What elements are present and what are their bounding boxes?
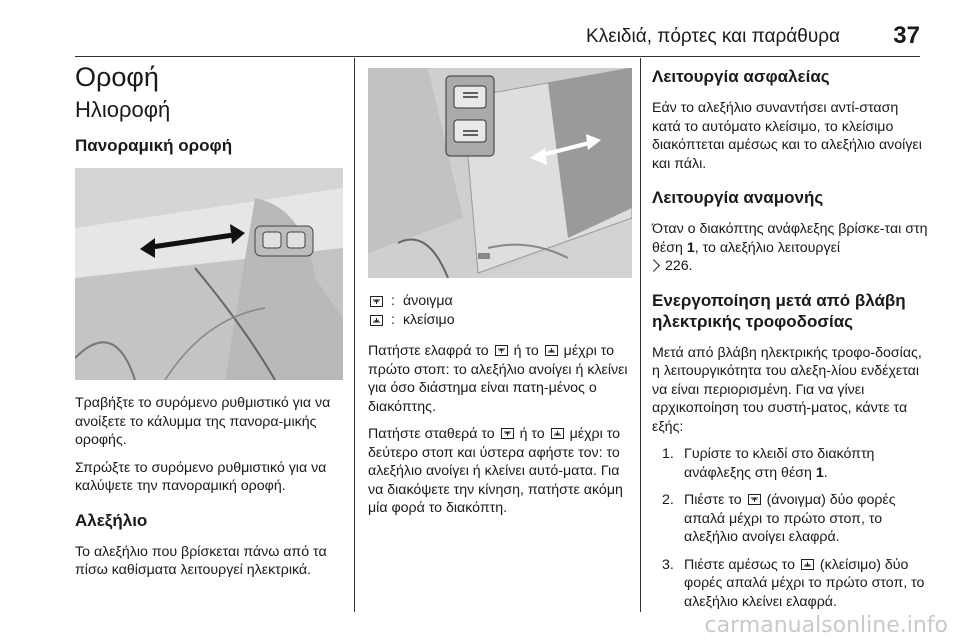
panoramic-roof-illustration [75, 168, 343, 380]
panoramic-roof-heading: Πανοραμική οροφή [75, 136, 233, 155]
legend-close: : κλείσιμο [368, 311, 632, 330]
column-1 [75, 58, 343, 589]
column-2 [368, 58, 632, 527]
standby-function-heading: Λειτουργία αναμονής [652, 188, 824, 207]
sunshade-open-icon [748, 494, 761, 505]
header-title: Κλειδιά, πόρτες και παράθυρα [586, 26, 840, 47]
power-failure-heading: Ενεργοποίηση μετά από βλάβη ηλεκτρικής τροφοδοσίας [652, 290, 906, 331]
page-reference-link[interactable]: 226. [665, 258, 693, 274]
sunshade-close-icon [370, 315, 383, 326]
pull-instruction: Τραβήξτε το συρόμενο ρυθμιστικό για να ανοίξετε το κάλυμμα της πανορα-μικής οροφής. [75, 395, 331, 448]
sunshade-heading: Αλεξήλιο [75, 510, 148, 530]
list-item: 2. Πιέστε το (άνοιγμα) δύο φορές απαλά μέχρι το πρώτο στοπ, το αλεξήλιο ανοίγει ελαφρά. [662, 492, 896, 545]
watermark: carmanualsonline.info [704, 613, 948, 638]
sunshade-close-icon [801, 559, 814, 570]
sunshade-open-icon [370, 296, 383, 307]
power-failure-text: Μετά από βλάβη ηλεκτρικής τροφο-δοσίας, η λειτουργικότητα του αλεξη-λίου ενδέχεται να είναι περιορισμένη. Για να γίνει αρχικοποίηση του συστή-ματος, κάντε τα εξής: [652, 344, 922, 435]
page-header [75, 22, 920, 57]
section-title: Οροφή [75, 62, 159, 92]
firm-press-instruction: Πατήστε σταθερά το ή το μέχρι το δεύτερο στοπ και ύστερα αφήστε τον: το αλεξήλιο ανοίγει ή κλείνει αυτό-ματα. Για να διακόψετε την κίνηση, πατήστε ακόμη μία φορά το διακόπτη. [368, 426, 623, 516]
sunshade-close-icon [551, 428, 564, 439]
standby-function-text: Όταν ο διακόπτης ανάφλεξης βρίσκε-ται στη θέση 1, το αλεξήλιο λειτουργεί 226. [652, 220, 930, 276]
legend-close-label: κλείσιμο [402, 312, 455, 328]
safety-function-heading: Λειτουργία ασφαλείας [652, 67, 830, 86]
page-number: 37 [893, 22, 920, 49]
sunshade-description: Το αλεξήλιο που βρίσκεται πάνω από τα πίσω καθίσματα λειτουργεί ηλεκτρικά. [75, 543, 327, 578]
column-divider-1 [354, 58, 355, 612]
sunshade-switch-illustration [368, 68, 632, 278]
sunshade-close-icon [545, 345, 558, 356]
init-steps-list [652, 445, 930, 611]
sunshade-open-icon [501, 428, 514, 439]
subsection-title: Ηλιοροφή [75, 97, 171, 122]
sunshade-open-icon [495, 345, 508, 356]
list-item: 1. Γυρίστε το κλειδί στο διακόπτη ανάφλεξης στη θέση 1. [662, 446, 875, 481]
push-instruction: Σπρώξτε το συρόμενο ρυθμιστικό για να καλύψετε την πανοραμική οροφή. [75, 459, 327, 494]
column-3 [652, 58, 930, 620]
column-divider-2 [640, 58, 641, 612]
list-item: 3. Πιέστε αμέσως το (κλείσιμο) δύο φορές απαλά μέχρι το πρώτο στοπ, το αλεξήλιο κλείνει ελαφρά. [662, 556, 925, 610]
legend-open: : άνοιγμα [368, 292, 632, 311]
page-reference-icon [647, 259, 660, 272]
legend-open-label: άνοιγμα [402, 293, 453, 309]
safety-function-text: Εάν το αλεξήλιο συναντήσει αντί-σταση κατά το αυτόματο κλείσιμο, το κλείσιμο διακόπτεται αμέσως και το αλεξήλιο ανοίγει και πάλι. [652, 100, 922, 172]
light-press-instruction: Πατήστε ελαφρά το ή το μέχρι το πρώτο στοπ: το αλεξήλιο ανοίγει ή κλείνει για όσο διάστημα είναι πατη-μένος ο διακόπτης. [368, 343, 628, 415]
